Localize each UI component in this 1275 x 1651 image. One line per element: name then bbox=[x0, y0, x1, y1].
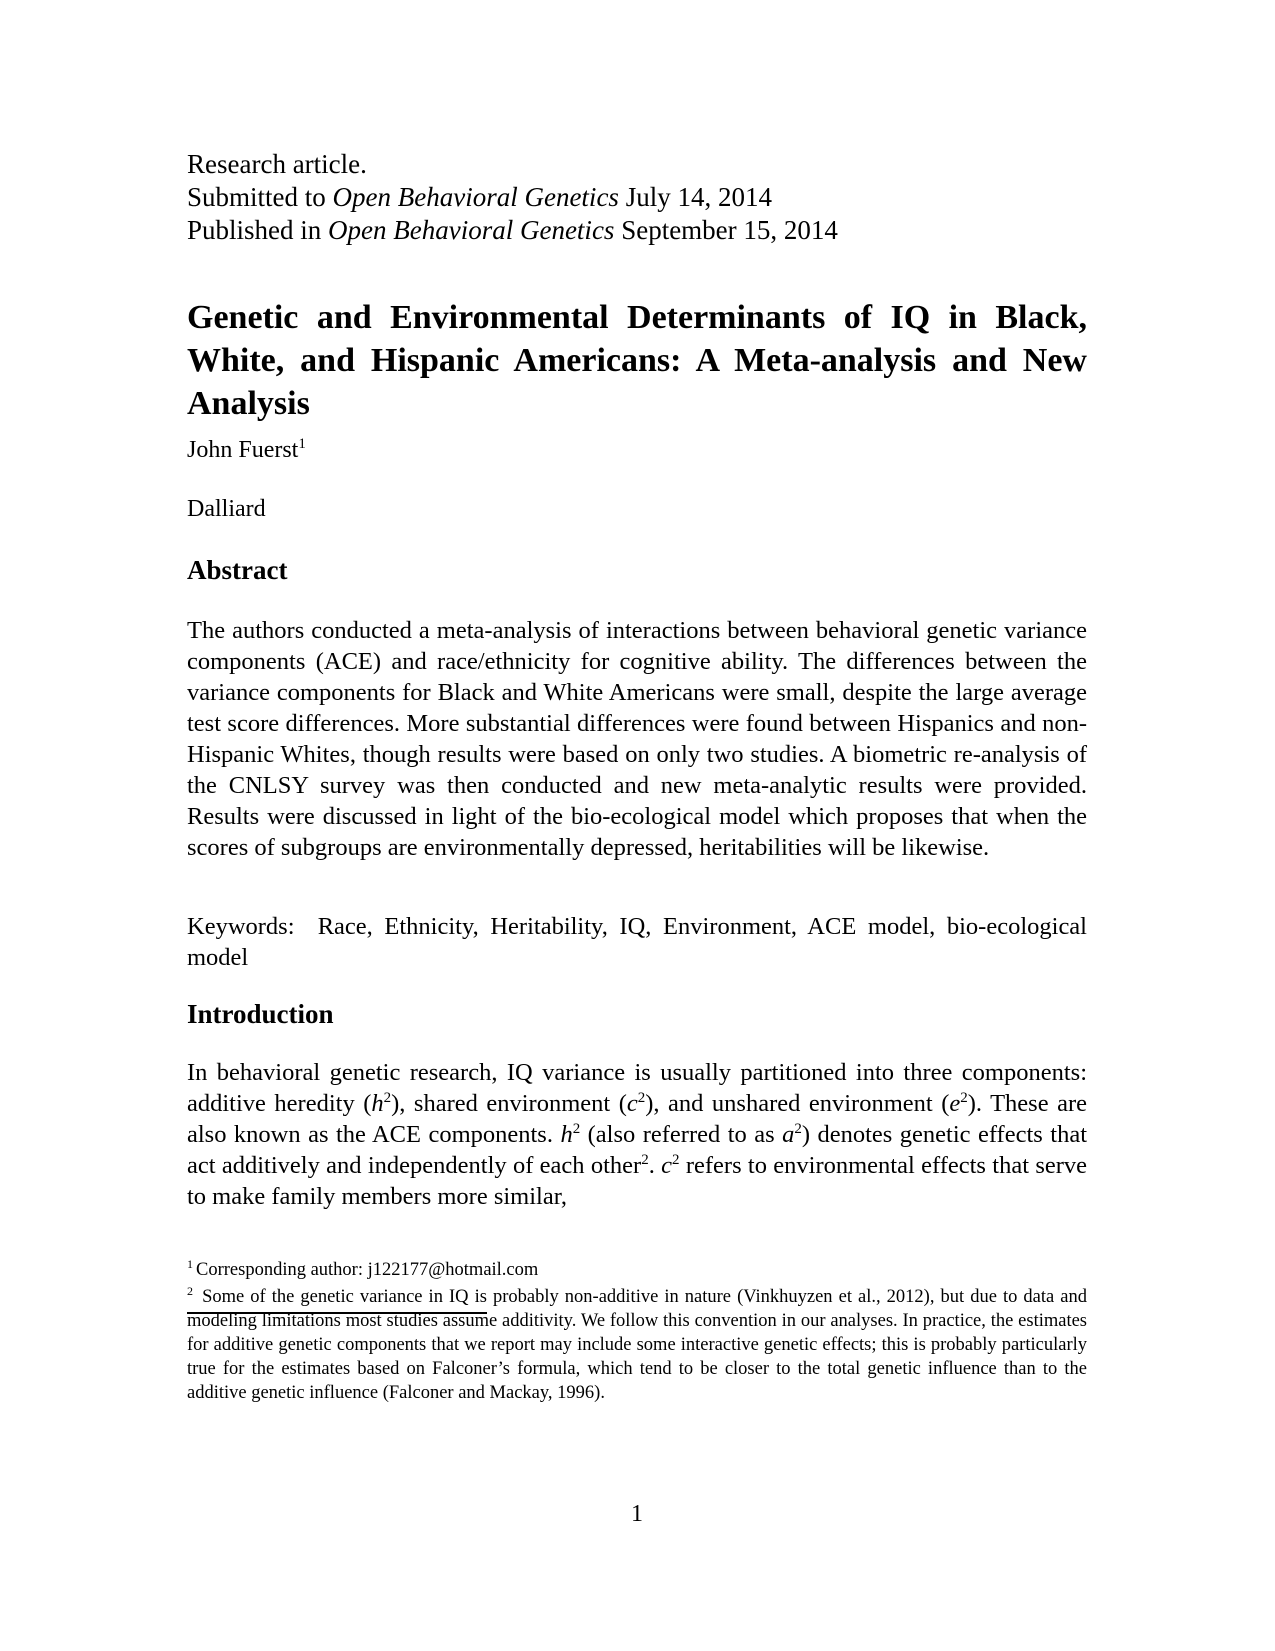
footnote-2: $^2$ Some of the genetic variance in IQ is probably non-additive in nature (Vinkhuyzen et al., 2012), but due to data and modeling limitations most studies assume additivity. We follow this convention in our analyses. In practice, the estimates for additive genetic components that we report may include some interactive genetic effects; this is probably particularly true for the estimates based on Falconer’s formula, which tend to be closer to the total genetic influence than to the additive genetic influence (Falconer and Mackay, 1996). bbox=[187, 1284, 1088, 1403]
keywords-label: Keywords: bbox=[187, 913, 295, 940]
publication-line: Published in Open Behavioral Genetics September 15, 2014 bbox=[187, 215, 838, 245]
abstract-heading: Abstract bbox=[187, 555, 288, 585]
introduction-heading: Introduction bbox=[187, 999, 334, 1029]
author-1: John Fuerst$^1$ bbox=[187, 436, 306, 463]
keywords-list: Race, Ethnicity, Heritability, IQ, Environment, ACE model, bio-ecological model bbox=[187, 913, 1087, 971]
paper-page bbox=[187, 0, 1087, 1651]
paper-title: Genetic and Environmental Determinants of IQ in Black, White, and Hispanic Americans: A Meta-analysis and New Analysis bbox=[187, 299, 1087, 422]
keywords bbox=[187, 911, 1087, 973]
journal-name: Open Behavioral Genetics bbox=[332, 182, 619, 212]
article-type: Research article. bbox=[187, 149, 367, 179]
journal-name: Open Behavioral Genetics bbox=[328, 215, 615, 245]
submission-line: Submitted to Open Behavioral Genetics July 14, 2014 bbox=[187, 182, 772, 212]
introduction-text: In behavioral genetic research, IQ variance is usually partitioned into three components: additive heredity $(h^2)$, shared environment $(c^2)$, and unshared environment $(e^2)$. These are also known as the ACE components. $h^2$ (also referred to as $a^2$) denotes genetic effects that act additively and independently of each other$^2$. $c^2$ refers to environmental effects that serve to make family members more similar, bbox=[187, 1059, 1088, 1210]
author-2: Dalliard bbox=[187, 496, 266, 522]
abstract-text: The authors conducted a meta-analysis of interactions between behavioral genetic variance components (ACE) and race/ethnicity for cognitive ability. The differences between the variance components for Black and White Americans were small, despite the large average test score differences. More substantial differences were found between Hispanics and non-Hispanic Whites, though results were based on only two studies. A biometric re-analysis of the CNLSY survey was then conducted and new meta-analytic results were provided. Results were discussed in light of the bio-ecological model which proposes that when the scores of subgroups are environmentally depressed, heritabilities will be likewise. bbox=[187, 617, 1087, 861]
footnote-marker[interactable]: 2 bbox=[641, 1152, 649, 1168]
footnote-marker[interactable]: 1 bbox=[298, 436, 306, 452]
footnote-1: $^1$ Corresponding author: j122177@hotmail.com bbox=[187, 1257, 539, 1280]
page-number: 1 bbox=[631, 1501, 643, 1527]
publication-info bbox=[187, 148, 1087, 247]
